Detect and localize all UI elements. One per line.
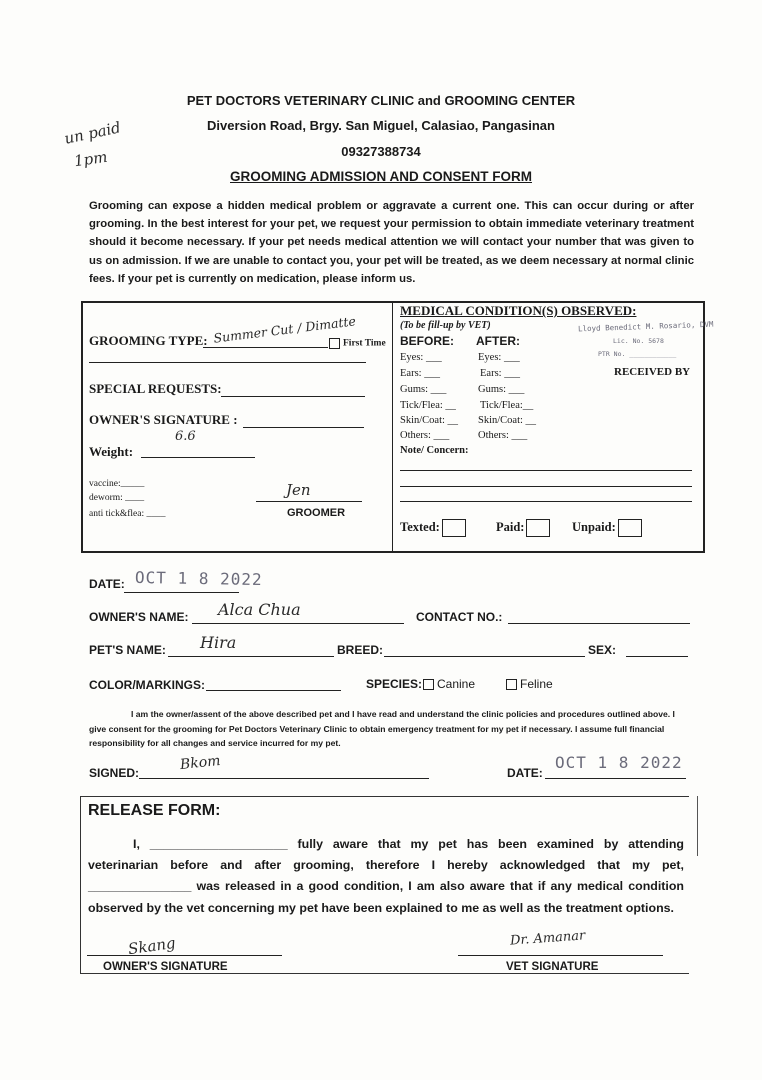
mc-skincoat-before[interactable]: Skin/Coat: __: [400, 415, 459, 426]
pet-name-label: PET'S NAME:: [89, 643, 166, 657]
mc-tickflea-before[interactable]: Tick/Flea: __: [400, 400, 456, 411]
weight-label: Weight:: [89, 444, 134, 459]
medical-conditions-subtitle: (To be fill-up by VET): [400, 320, 491, 331]
first-time-checkbox-group[interactable]: [329, 338, 386, 349]
mc-eyes-before[interactable]: Eyes: ___: [400, 352, 442, 363]
first-time-label: First Time: [343, 338, 386, 349]
color-markings-label: COLOR/MARKINGS:: [89, 678, 205, 692]
mc-tickflea-after[interactable]: Tick/Flea:__: [480, 400, 534, 411]
paid-label: Paid:: [496, 519, 525, 534]
signed-value[interactable]: Bkom: [179, 752, 222, 774]
owner-signature-field[interactable]: [243, 427, 364, 428]
feline-option[interactable]: [506, 677, 553, 691]
groomer-signature: Jen: [286, 481, 311, 499]
clinic-name: PET DOCTORS VETERINARY CLINIC and GROOMING CENTER: [186, 93, 576, 108]
sex-field[interactable]: [626, 656, 688, 657]
canine-checkbox[interactable]: [423, 679, 434, 690]
feline-label: Feline: [520, 677, 553, 691]
unpaid-label: Unpaid:: [572, 519, 616, 534]
special-requests-label: SPECIAL REQUESTS:: [89, 381, 222, 396]
date-label: DATE:: [89, 577, 125, 591]
owner-signature-release-label: OWNER'S SIGNATURE: [103, 961, 228, 973]
clinic-phone: 09327388734: [341, 144, 421, 159]
weight-value[interactable]: 6.6: [175, 429, 196, 444]
texted-group[interactable]: [400, 519, 466, 537]
intro-paragraph: Grooming can expose a hidden medical problem or aggravate a current one. This can occur during or after grooming. In the best interest for your pet, we request your permission to obtain immediate veterinary treatment should it become necessary. If your pet needs medical attention we will contact your number that was given to us on admission. If we are unable to contact you, your pet will be treated, as we deem necessary at normal clinic fees. If your pet is currently on medication, please inform us.: [89, 200, 694, 285]
species-label: SPECIES:: [366, 677, 423, 691]
form-title: GROOMING ADMISSION AND CONSENT FORM: [230, 169, 532, 184]
breed-label: BREED:: [337, 643, 384, 657]
vet-stamp-name: Lloyd Benedict M. Rosario, DVM: [577, 319, 714, 334]
texted-label: Texted:: [400, 519, 440, 534]
note-concern-label: Note/ Concern:: [400, 445, 469, 456]
note-line-1[interactable]: [400, 470, 692, 471]
antitick-field[interactable]: anti tick&flea: ____: [89, 509, 166, 519]
feline-checkbox[interactable]: [506, 679, 517, 690]
mc-others-after[interactable]: Others: ___: [478, 430, 528, 441]
before-label: BEFORE:: [400, 334, 454, 348]
groomer-label: GROOMER: [286, 507, 346, 519]
contact-label: CONTACT NO.:: [416, 610, 503, 624]
canine-label: Canine: [437, 677, 476, 691]
signed-label: SIGNED:: [89, 766, 140, 780]
vet-stamp-license: Lic. No. 5678: [613, 337, 664, 345]
release-box-right: [697, 796, 698, 856]
deworm-field[interactable]: deworm: ____: [89, 493, 145, 503]
box-divider: [392, 301, 393, 553]
mc-ears-after[interactable]: Ears: ___: [480, 368, 520, 379]
pet-name-value[interactable]: Hira: [200, 633, 237, 652]
vaccine-field[interactable]: vaccine:_____: [89, 479, 145, 489]
vet-release-signature: Dr. Amanar: [509, 928, 586, 949]
margin-note-unpaid: un paid: [62, 118, 123, 148]
mc-eyes-after[interactable]: Eyes: ___: [478, 352, 520, 363]
color-markings-field[interactable]: [206, 690, 341, 691]
texted-checkbox[interactable]: [442, 519, 466, 537]
consent-date-stamp: OCT 1 8 2022: [555, 753, 683, 772]
mc-ears-before[interactable]: Ears: ___: [400, 368, 440, 379]
sex-label: SEX:: [588, 643, 617, 657]
paid-checkbox[interactable]: [526, 519, 550, 537]
clinic-address: Diversion Road, Brgy. San Miguel, Calasiao, Pangasinan: [207, 118, 555, 133]
first-time-checkbox[interactable]: [329, 338, 340, 349]
mc-skincoat-after[interactable]: Skin/Coat: __: [478, 415, 537, 426]
mc-gums-before[interactable]: Gums: ___: [400, 384, 447, 395]
mc-others-before[interactable]: Others: ___: [400, 430, 450, 441]
mc-gums-after[interactable]: Gums: ___: [478, 384, 525, 395]
grooming-type-label: GROOMING TYPE:: [89, 333, 208, 348]
contact-field[interactable]: [508, 623, 690, 624]
note-line-2[interactable]: [400, 486, 692, 487]
release-title: RELEASE FORM:: [88, 802, 221, 819]
paid-group[interactable]: [496, 519, 550, 537]
vet-stamp-ptr: PTR No. ____________: [598, 350, 677, 358]
medical-conditions-title: MEDICAL CONDITION(S) OBSERVED:: [400, 303, 637, 318]
unpaid-group[interactable]: [572, 519, 642, 537]
owner-release-signature: Skang: [126, 933, 177, 959]
grooming-type-value[interactable]: Summer Cut / Dimatte: [212, 313, 357, 346]
unpaid-checkbox[interactable]: [618, 519, 642, 537]
vet-signature-label: VET SIGNATURE: [506, 961, 599, 973]
breed-field[interactable]: [384, 656, 585, 657]
special-requests-field[interactable]: [221, 396, 365, 397]
owner-name-label: OWNER'S NAME:: [89, 610, 189, 624]
consent-date-label: DATE:: [507, 766, 543, 780]
release-paragraph: I, ____________________ fully aware that my pet has been examined by attending veterinarian before and after grooming, therefore I hereby acknowledged that my pet, _______________ was released in a good condition, I am also aware that if any medical condition observed by the vet concerning my pet have been explained to me as well as the treatment options.: [88, 837, 684, 915]
canine-option[interactable]: [423, 677, 475, 691]
owner-name-value[interactable]: Alca Chua: [218, 600, 301, 619]
received-by-label: RECEIVED BY: [614, 366, 691, 378]
date-stamp: OCT 1 8 2022: [134, 567, 263, 590]
owner-signature-label: OWNER'S SIGNATURE :: [89, 412, 238, 427]
margin-note-time: 1pm: [72, 147, 109, 171]
consent-paragraph: I am the owner/assent of the above described pet and I have read and understand the clinic policies and procedures outlined above. I give consent for the grooming for Pet Doctors Veterinary Clinic to obtain emergency treatment for my pet if necessary. I assume full financial responsibility for all changes and service incurred for my pet.: [89, 709, 675, 749]
note-line-3[interactable]: [400, 501, 692, 502]
after-label: AFTER:: [476, 334, 520, 348]
